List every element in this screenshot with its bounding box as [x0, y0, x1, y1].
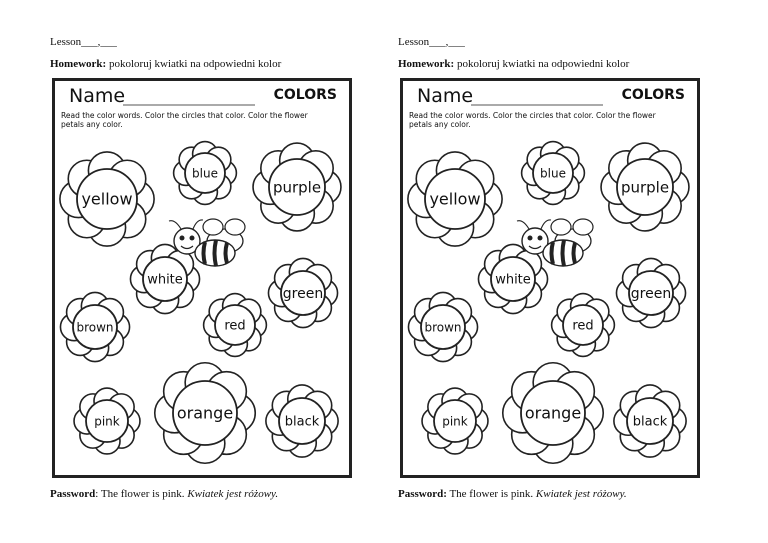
password-polish: Kwiatek jest różowy. — [187, 488, 279, 500]
worksheet-sheet — [400, 78, 700, 478]
instructions: Read the color words. Color the circles that color. Color the flower petals any color. — [61, 111, 308, 129]
password-english: The flower is pink. — [446, 488, 536, 500]
flower-word: pink — [442, 414, 468, 429]
lesson-label: Lesson___,___ — [398, 36, 465, 48]
flower-word: red — [572, 318, 594, 334]
flower-red — [204, 294, 267, 357]
flower-yellow — [60, 152, 154, 246]
flower-yellow — [408, 152, 502, 246]
flower-orange — [503, 363, 603, 463]
flower-brown — [408, 292, 477, 361]
homework-text: pokoloruj kwiatki na odpowiedni kolor — [454, 58, 630, 70]
flower-green — [616, 258, 685, 327]
homework-text: pokoloruj kwiatki na odpowiedni kolor — [106, 58, 282, 70]
flower-pink — [74, 388, 140, 454]
homework-line — [50, 58, 281, 70]
flower-pink — [422, 388, 488, 454]
flower-blue — [174, 142, 237, 205]
flower-word: black — [284, 414, 320, 430]
flower-word: orange — [176, 403, 234, 423]
flower-word: purple — [272, 178, 322, 197]
flower-word: purple — [620, 178, 670, 197]
flower-word: green — [630, 286, 672, 302]
flower-word: yellow — [429, 189, 481, 209]
flower-red — [552, 294, 615, 357]
flower-purple — [601, 143, 689, 231]
instructions: Read the color words. Color the circles that color. Color the flower petals any color. — [409, 111, 656, 129]
password-label: Password: — [398, 488, 447, 500]
homework-label: Homework: — [398, 58, 455, 70]
flower-white — [478, 244, 547, 313]
flower-word: brown — [76, 320, 114, 335]
password-english: The flower is pink. — [98, 488, 188, 500]
worksheet-sheet — [52, 78, 352, 478]
password-label: Password — [50, 488, 96, 500]
flower-white — [130, 244, 199, 313]
password-polish: Kwiatek jest różowy. — [535, 488, 627, 500]
flower-word: red — [224, 318, 246, 334]
homework-line — [398, 58, 629, 70]
name-label: Name — [69, 85, 126, 107]
flower-word: orange — [524, 403, 582, 423]
colors-title: COLORS — [621, 87, 685, 103]
flower-word: white — [495, 272, 531, 288]
worksheet-copy-right — [398, 0, 728, 543]
flower-word: green — [282, 286, 324, 302]
flower-word: blue — [192, 166, 218, 181]
flower-word: brown — [424, 320, 462, 335]
worksheet-copy-left — [50, 0, 380, 543]
flower-blue — [522, 142, 585, 205]
password-line — [398, 488, 627, 500]
flowers-drawing — [403, 81, 699, 477]
colors-title: COLORS — [273, 87, 337, 103]
flower-black — [614, 385, 686, 457]
password-line — [50, 488, 278, 500]
flower-word: white — [147, 272, 183, 288]
flowers-drawing — [55, 81, 351, 477]
homework-label: Homework: — [50, 58, 107, 70]
flower-black — [266, 385, 338, 457]
flower-purple — [253, 143, 341, 231]
flower-word: black — [632, 414, 668, 430]
flower-word: pink — [94, 414, 120, 429]
flower-word: blue — [540, 166, 566, 181]
flower-orange — [155, 363, 255, 463]
name-label: Name — [417, 85, 474, 107]
flower-green — [268, 258, 337, 327]
flower-word: yellow — [81, 189, 133, 209]
password-colon: : — [95, 488, 99, 500]
lesson-label: Lesson___,___ — [50, 36, 117, 48]
flower-brown — [60, 292, 129, 361]
